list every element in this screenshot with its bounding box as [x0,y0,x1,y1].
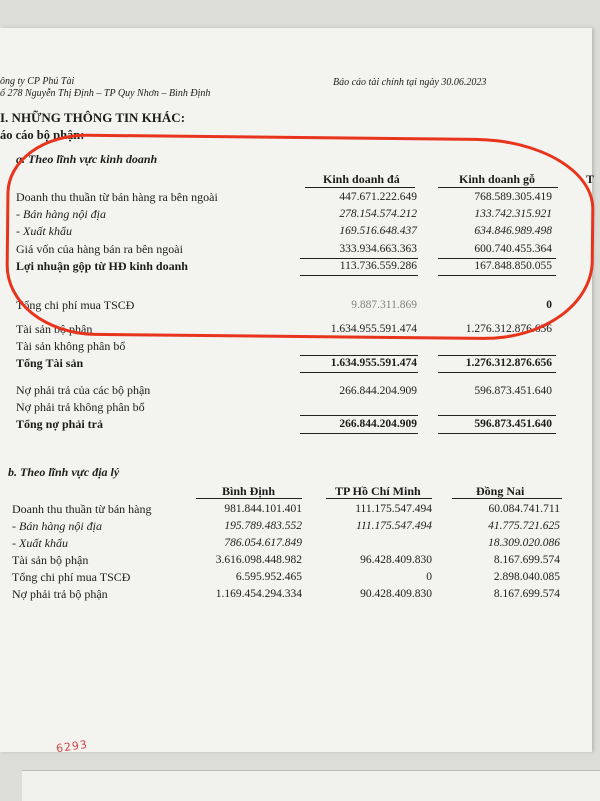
part-a-title: a. Theo lĩnh vực kinh doanh [16,152,158,166]
row-label: Doanh thu thuần từ bán hàng [12,502,152,516]
company-address: ố 278 Nguyễn Thị Định – TP Quy Nhơn – Bình Định [0,88,211,99]
cell-value: 8.167.699.574 [493,554,560,566]
cell-value: 111.175.547.494 [356,520,432,532]
row-label: Nợ phải trả không phân bổ [16,400,145,414]
report-date: Báo cáo tài chính tại ngày 30.06.2023 [333,77,487,88]
column-header: TP Hồ Chí Minh [335,484,421,498]
column-underline [196,498,302,499]
column-header: T [586,172,595,186]
cell-value: 1.634.955.591.474 [330,357,417,369]
cell-value: 60.084.741.711 [488,503,560,515]
subsection-title: áo cáo bộ phận: [0,128,85,142]
cell-value: 596.873.451.640 [474,418,552,430]
company-name: ông ty CP Phú Tài [0,76,75,87]
row-label: Tài sản không phân bổ [16,339,126,353]
cell-value: 266.844.204.909 [339,385,417,397]
row-label: Nợ phải trả bộ phận [12,587,108,601]
row-label: Nợ phải trả của các bộ phận [16,383,151,397]
column-header: Kinh doanh đá [323,172,400,186]
row-label: Doanh thu thuần từ bán hàng ra bên ngoài [16,190,218,204]
cell-value: 111.175.547.494 [355,503,432,515]
cell-value: 0 [546,299,552,311]
cell-value: 8.167.699.574 [493,588,560,600]
cell-value: 634.846.989.498 [474,225,552,237]
cell-value: 3.616.098.448.982 [215,554,302,566]
cell-value: 195.789.483.552 [224,520,302,532]
cell-value: 278.154.574.212 [339,208,417,220]
row-label: Tổng nợ phải trả [16,417,103,431]
cell-value: 167.848.850.055 [474,260,552,272]
page-stamp: 6293 [55,737,89,756]
column-header: Bình Định [222,484,276,498]
row-label: - Xuất khẩu [12,536,68,550]
cell-value: 41.775.721.625 [488,520,560,532]
cell-value: 266.844.204.909 [339,418,417,430]
cell-value: 768.589.305.419 [474,191,552,203]
column-underline [452,498,562,499]
row-label: - Bán hàng nội địa [16,207,106,221]
row-label: - Xuất khẩu [16,224,72,238]
cell-value: 113.736.559.286 [339,260,417,272]
document-page [0,28,595,752]
cell-value: 596.873.451.640 [474,385,552,397]
cell-value: 96.428.409.830 [360,554,432,566]
cell-value: 333.934.663.363 [339,243,417,255]
total-line [438,433,556,434]
row-label: Tài sản bộ phận [16,322,93,336]
cell-value: 786.054.617.849 [224,537,302,549]
cell-value: 1.634.955.591.474 [330,323,417,335]
cell-value: 133.742.315.921 [474,208,552,220]
row-label: Lợi nhuận gộp từ HĐ kinh doanh [16,259,188,273]
row-label: Tổng chi phí mua TSCĐ [16,298,135,312]
cell-value: 90.428.409.830 [360,588,432,600]
cell-value: 447.671.222.649 [339,191,417,203]
row-label: - Bán hàng nội địa [12,519,102,533]
cell-value: 1.276.312.876.656 [465,323,552,335]
cell-value: 18.309.020.086 [488,537,560,549]
row-label: Tài sản bộ phận [12,553,89,567]
section-title: I. NHỮNG THÔNG TIN KHÁC: [0,110,186,125]
total-line [300,372,418,373]
total-line [438,372,556,373]
cell-value: 9.887.311.869 [351,299,417,311]
column-underline [326,498,432,499]
total-line [300,433,418,434]
column-header: Đồng Nai [476,484,525,498]
part-b-title: b. Theo lĩnh vực địa lý [8,465,120,479]
cell-value: 981.844.101.401 [224,503,302,515]
subtotal-line [438,415,556,416]
cell-value: 600.740.455.364 [474,243,552,255]
column-header: Kinh doanh gỗ [459,172,536,186]
cell-value: 169.516.648.437 [339,225,417,237]
cell-value: 2.898.040.085 [493,571,560,583]
subtotal-line [300,355,418,356]
next-page-edge [22,770,600,801]
row-label: Giá vốn của hàng bán ra bên ngoài [16,242,183,256]
row-label: Tổng chi phí mua TSCĐ [12,570,131,584]
subtotal-line [438,355,556,356]
cell-value: 0 [426,571,432,583]
row-label: Tổng Tài sản [16,356,84,370]
cell-value: 1.276.312.876.656 [465,357,552,369]
red-marker-circle [5,133,595,341]
cell-value: 6.595.952.465 [235,571,302,583]
subtotal-line [300,415,418,416]
cell-value: 1.169.454.294.334 [215,588,302,600]
